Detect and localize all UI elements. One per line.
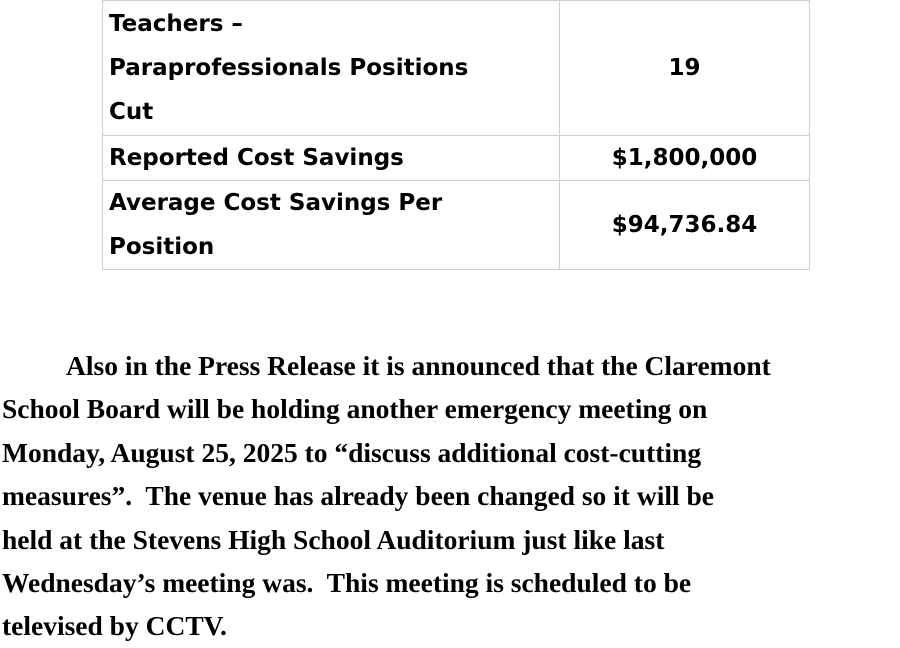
positions-cut-label: Teachers – Paraprofessionals Positions Cut	[103, 1, 560, 136]
reported-cost-savings-value: $1,800,000	[560, 136, 810, 181]
paragraph-line: measures”. The venue has already been changed so it will be	[2, 480, 714, 512]
paragraph-line: Wednesday’s meeting was. This meeting is scheduled to be	[2, 567, 692, 599]
paragraph-line: Also in the Press Release it is announced that the Claremont	[66, 350, 771, 381]
press-release-paragraph	[2, 344, 900, 648]
table-row	[103, 136, 810, 181]
reported-cost-savings-label: Reported Cost Savings	[103, 136, 560, 181]
paragraph-line: televised by CCTV.	[2, 610, 227, 642]
paragraph-line: School Board will be holding another emergency meeting on	[2, 393, 708, 425]
average-cost-savings-label: Average Cost Savings Per Position	[103, 181, 560, 270]
savings-table	[102, 0, 810, 270]
table-row	[103, 1, 810, 136]
paragraph-line: held at the Stevens High School Auditorium just like last	[2, 523, 665, 555]
table-row	[103, 181, 810, 270]
positions-cut-value: 19	[560, 1, 810, 136]
average-cost-savings-value: $94,736.84	[560, 181, 810, 270]
paragraph-line: Monday, August 25, 2025 to “discuss additional cost-cutting	[2, 436, 702, 468]
